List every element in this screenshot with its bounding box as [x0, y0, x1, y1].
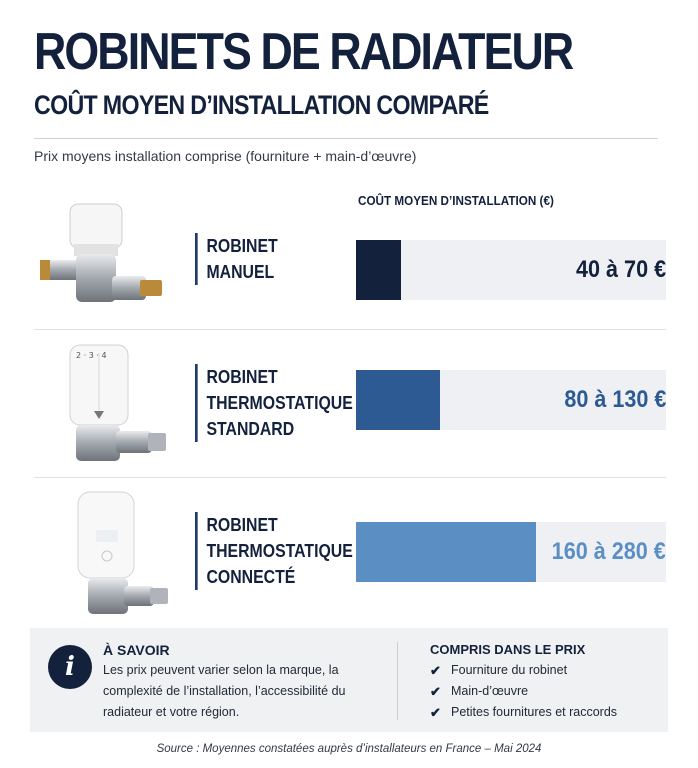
- price-label-manuel: 40 à 70 €: [575, 256, 666, 283]
- info-title: À SAVOIR: [103, 642, 170, 658]
- info-line: complexité de l’installation, l’accessibilité du: [103, 684, 346, 698]
- source-note: Source : Moyennes constatées auprès d’installateurs en France – Mai 2024: [156, 743, 542, 755]
- title-divider: [34, 138, 658, 139]
- page-subtitle: COÛT MOYEN D’INSTALLATION COMPARÉ: [34, 90, 489, 120]
- svg-text:2 · 3 · 4: 2 · 3 · 4: [76, 351, 107, 360]
- bar-thermostatique-connecte: [356, 522, 536, 582]
- value-column-header: COÛT MOYEN D’INSTALLATION (€): [358, 193, 554, 208]
- page-title: ROBINETS DE RADIATEUR: [34, 23, 573, 81]
- info-text: [103, 660, 363, 723]
- price-label-thermostatique-standard: 80 à 130 €: [563, 386, 666, 413]
- row-label-manuel: ROBINET MANUEL: [195, 233, 278, 285]
- info-icon: i: [48, 645, 92, 689]
- row-divider: [34, 329, 666, 330]
- included-title: COMPRIS DANS LE PRIX: [430, 642, 586, 657]
- info-line: Les prix peuvent varier selon la marque, la: [103, 663, 339, 677]
- thermostatic-valve-icon: [62, 343, 172, 463]
- manual-valve-icon: [36, 198, 166, 316]
- row-divider: [34, 477, 666, 478]
- check-icon: ✔: [430, 705, 441, 720]
- row-label-thermostatique-standard: ROBINET THERMOSTATIQUE STANDARD: [195, 364, 353, 442]
- included-item: ✔ Main-d’œuvre: [430, 681, 617, 702]
- bar-thermostatique-standard: [356, 370, 440, 430]
- included-item: ✔ Fourniture du robinet: [430, 660, 617, 681]
- included-list: [430, 660, 617, 723]
- intro-text: Prix moyens installation comprise (fourniture + main-d’œuvre): [34, 148, 417, 164]
- price-label-thermostatique-connecte: 160 à 280 €: [551, 538, 666, 565]
- included-item: ✔ Petites fournitures et raccords: [430, 702, 617, 723]
- info-divider: [397, 642, 398, 720]
- check-icon: ✔: [430, 684, 441, 699]
- check-icon: ✔: [430, 663, 441, 678]
- connected-valve-icon: [72, 490, 172, 618]
- row-label-thermostatique-connecte: ROBINET THERMOSTATIQUE CONNECTÉ: [195, 512, 353, 590]
- info-line: radiateur et votre région.: [103, 705, 240, 719]
- bar-manuel: [356, 240, 401, 300]
